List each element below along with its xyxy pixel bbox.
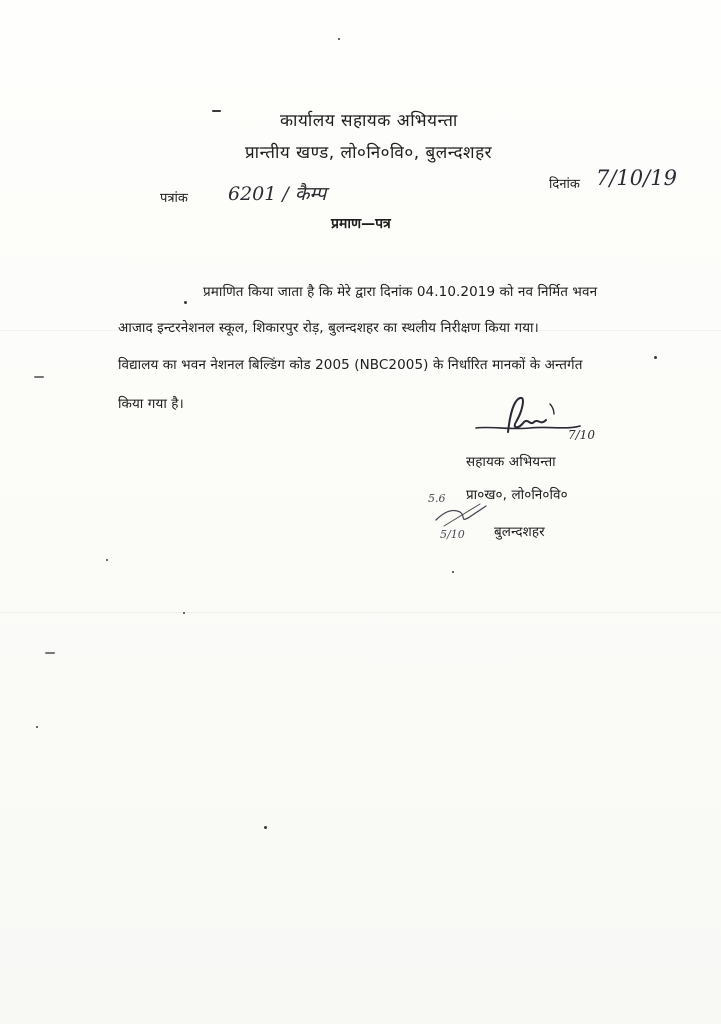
scan-speck bbox=[106, 559, 108, 561]
signatory-designation: सहायक अभियन्ता bbox=[466, 454, 556, 470]
scan-speck bbox=[338, 38, 340, 40]
division-heading: प्रान्तीय खण्ड, लो०नि०वि०, बुलन्दशहर bbox=[245, 143, 493, 163]
certificate-title: प्रमाण—पत्र bbox=[331, 216, 391, 232]
initials-mark bbox=[430, 498, 490, 532]
scan-speck bbox=[45, 652, 55, 654]
paragraph-dot bbox=[184, 301, 187, 304]
scan-speck bbox=[34, 376, 44, 378]
body-line-1: प्रमाणित किया जाता है कि मेरे द्वारा दिनांक 04.10.2019 को नव निर्मित भवन bbox=[203, 284, 598, 300]
body-line-3: विद्यालय का भवन नेशनल बिल्डिंग कोड 2005 (NBC2005) के निर्धारित मानकों के अन्तर्गत bbox=[118, 357, 583, 373]
body-line-4: किया गया है। bbox=[118, 396, 184, 412]
scan-speck bbox=[452, 571, 454, 573]
body-line-2: आजाद इन्टरनेशनल स्कूल, शिकारपुर रोड़, बुलन्दशहर का स्थलीय निरीक्षण किया गया। bbox=[118, 320, 539, 336]
scan-speck bbox=[36, 726, 38, 728]
signatory-department: प्रा०ख०, लो०नि०वि० bbox=[466, 487, 568, 503]
scan-speck bbox=[212, 110, 221, 112]
date-label: दिनांक bbox=[549, 177, 580, 192]
reference-number: 6201 / कैम्प bbox=[228, 183, 327, 205]
signature-date: 7/10 bbox=[568, 428, 595, 442]
reference-label: पत्रांक bbox=[160, 191, 188, 206]
office-heading: कार्यालय सहायक अभियन्ता bbox=[280, 111, 458, 131]
scan-speck bbox=[264, 826, 267, 829]
scan-speck bbox=[654, 356, 657, 359]
signatory-place: बुलन्दशहर bbox=[494, 524, 545, 540]
signature-mark bbox=[470, 392, 600, 456]
scan-speck bbox=[183, 612, 185, 614]
date-value: 7/10/19 bbox=[596, 166, 677, 190]
margin-note-bottom: 5/10 bbox=[440, 528, 465, 541]
margin-note-top: 5.6 bbox=[428, 492, 446, 505]
